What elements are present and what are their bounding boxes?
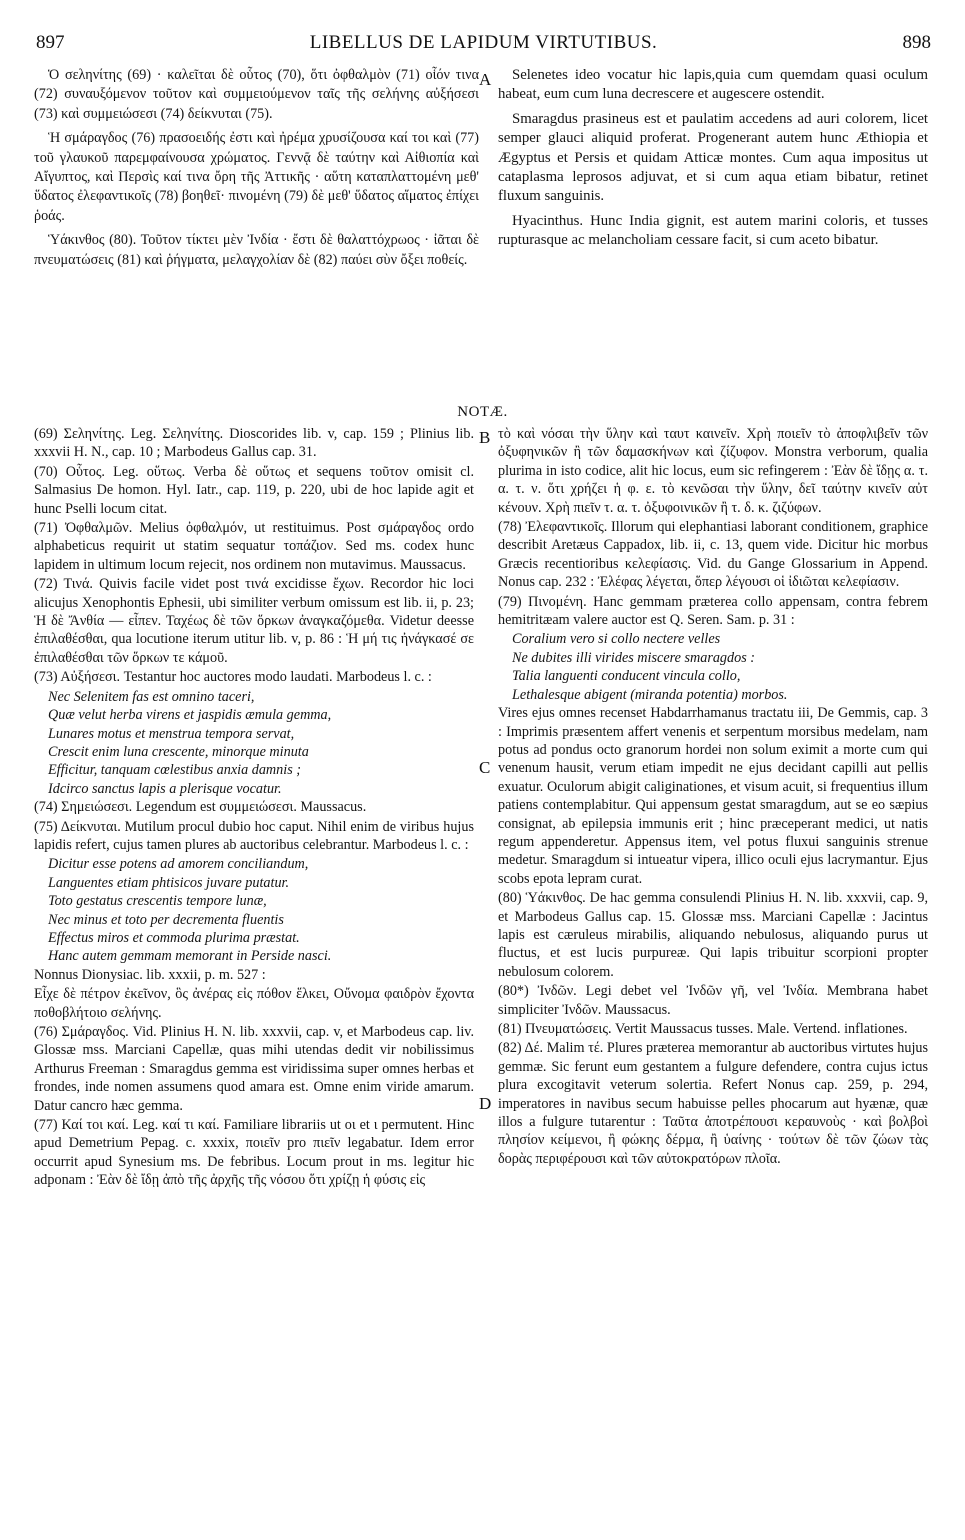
notes-right-column [498, 425, 928, 1169]
note-paragraph: (72) Τινά. Quivis facile videt post τινά excidisse ἔχων. Recordor hic loci alicujus Xenophontis Ephesii, ubi similiter verbum omissum est lib. ii, p. 23; Ἡ δὲ Ἄνθία — εἶπεν. Ταχέως δὲ τῶν ὅρκων ἀναγκαζόμεθα. Videtur deesse ἐπιλαθέσθαι, qua locutione iterum utitur lib. v, p. 86 : Ἡ μή τις ἠνάγκασέ σε ἐπιλαθέσθαι τῶν ὅρκων τε κάμοῦ. [34, 576, 474, 666]
note-paragraph: (80) Ὑάκινθος. De hac gemma consulendi Plinius H. N. lib. xxxvii, cap. 9, et Marbodeus Gallus cap. 15. Glossæ mss. Marciani Capellæ : Jacintus lapis est cæruleus mirabilis, aliquando nebulosus, aliquando purus ut fluctus, et est lucis purpureæ. Qui lapis tribuitur scorpioni propter nebulosum colorem. [498, 890, 928, 980]
note-paragraph: (81) Πνευματώσεις. Vertit Maussacus tusses. Male. Vertend. inflationes. [498, 1021, 908, 1037]
notes-heading: NOTÆ. [457, 404, 508, 420]
margin-marker-b: B [479, 428, 491, 447]
note-paragraph: (76) Σμάραγδος. Vid. Plinius H. N. lib. xxxvii, cap. v, et Marbodeus cap. liv. Glossæ mss. Marciani Capellæ, quas mihi utendas dedit vir nobilissimus Arthurus Freeman : Smaragdus gemma est viridissima super omnes herbas et frondes, inde nomen assumens quod amara est. Omne enim viride amarum. Datur cancro hæc gemma. [34, 1024, 474, 1114]
note-paragraph: (75) Δείκνυται. Mutilum procul dubio hoc caput. Nihil enim de viribus hujus lapidis refert, cujus tamen plures ab auctoribus celebrantur. Marbodeus l. c. : [34, 818, 474, 853]
note-paragraph: Vires ejus omnes recenset Habdarrhamanus tractatu iii, De Gemmis, cap. 3 : Imprimis præsentem affert venenis et serpentum morsibus medelam, nam potus ad pondus octo granorum hordei non solum eximit a morte cum qui venenum hausit, verum etiam impedit ne ejus decidant capilli aut pellis exuatur. Oculorum abigit caliginationes, et visum acuit, si frequentius illum patiens contemplabitur. Qui appensum gestat smaragdum, aut se eo sæpius consignat, ab epilepsia immunis erit ; hinc præceperant medici, ut natis regum appenderetur. Appensus item, vel potus fluxui sanguinis strenue medetur. Smaragdum si intueatur vipera, illico oculi ejus lacrymantur. Ejus scobs epota lepram curat. [498, 705, 928, 887]
page-number-left: 897 [36, 32, 65, 53]
greek-text-column [34, 66, 479, 275]
note-paragraph: (80*) Ἰνδῶν. Legi debet vel Ἰνδῶν γῆ, vel Ἰνδία. Membrana habet simpliciter Ἰνδῶν. Maussacus. [498, 983, 928, 1018]
note-paragraph: (69) Σεληνίτης. Leg. Σεληνίτης. Dioscorides lib. v, cap. 159 ; Plinius lib. xxxvii H. N., cap. 10 ; Marbodeus Gallus cap. 31. [34, 426, 474, 461]
page-number-right: 898 [902, 32, 931, 53]
note-paragraph: (77) Καί τοι καί. Leg. καί τι καί. Familiare librariis ut οι et ι permutent. Hinc apud Demetrium Pepag. c. xxxix, ποιεῖν pro πιεῖν legabatur. Idem error occurrit apud Synesium ms. De febribus. Locum prout in ms. legitur hic adponam : Ἐὰν δὲ ἴδῃ ἀπὸ τῆς ἀρχῆς τῆς νόσου ὅτι χρίζῃ ἡ φύσις εἰς [34, 1117, 474, 1189]
margin-marker-a: A [479, 70, 492, 89]
note-verse-line: Ne dubites illi virides miscere smaragdos : [512, 649, 756, 666]
note-verse-line: Crescit enim luna crescente, minorque minuta [48, 743, 309, 760]
note-verse-line: Effectus miros et commoda plurima præstat. [48, 929, 300, 946]
note-paragraph: (70) Οὗτος. Leg. οὕτως. Verba δὲ οὕτως et sequens τοῦτον omisit cl. Salmasius De homon. Hyl. Iatr., cap. 119, p. 220, ubi de hoc lapide agit et hunc Pselli locum citat. [34, 463, 474, 517]
note-verse-line: Nec Selenitem fas est omnino taceri, [48, 688, 255, 705]
note-paragraph: Nonnus Dionysiac. lib. xxxii, p. m. 527 : [34, 966, 266, 983]
note-paragraph: (79) Πινομένη. Hanc gemmam præterea collo appensam, contra febrem hemitritæam valere auctor est Q. Seren. Sam. p. 31 : [498, 593, 928, 629]
note-verse-line: Quæ velut herba virens et jaspidis æmula gemma, [48, 707, 332, 724]
note-verse-line: Hanc autem gemmam memorant in Perside nasci. [48, 948, 332, 965]
notes-left-column [34, 425, 474, 1191]
greek-paragraph: Ὁ σεληνίτης (69) · καλεῖται δὲ οὗτος (70), ὅτι ὀφθαλμὸν (71) οἷόν τινα (72) συναυξόμενον τοῦτον καὶ συμμειούμενον ταῖς τῆς σελήνης αὐξήσεσι (73) καὶ συμμειώσεσι (74) δείκνυται (75). [34, 67, 479, 122]
note-paragraph: (78) Ἐλεφαντικοῖς. Illorum qui elephantiasi laborant conditionem, graphice describit Aretæus Cappadox, lib. ii, c. 13, quem vide. Dicitur hic morbus Græcis recentioribus κελεφίασις. Vid. du Gange Glossarium in Append. Nonus cap. 232 : Ἐλέφας λέγεται, ὅπερ λέγουσι οἱ ἰδιῶται κελεφίασιν. [498, 519, 928, 591]
page-header [36, 32, 931, 56]
margin-marker-c: C [479, 758, 491, 777]
note-verse-line: Talia languenti conducent vincula collo, [512, 668, 741, 685]
greek-paragraph: Ἡ σμάραγδος (76) πρασοειδής ἐστι καὶ ἠρέμα χρυσίζουσα καί τοι καὶ (77) τοῦ γλαυκοῦ παρεμφαίνουσα χρώματος. Γεννᾷ δὲ ταύτην καὶ Αἰθιοπία καὶ Αἴγυπτος, καὶ Περσὶς καί τινα ὄρη τῆς Ἀττικῆς · αὕτη καταπλαττομένη μεθ' ὕδατος ἐλεφαντικοῖς (78) βοηθεῖ· πινομένη (79) δὲ μεθ' ὕδατος αἵματος ἐπίχει ῥοάς. [34, 130, 479, 224]
latin-text-column [498, 66, 928, 256]
note-verse-line: Nec minus et toto per decrementa fluentis [48, 911, 284, 928]
note-verse-line: Dicitur esse potens ad amorem conciliandum, [48, 856, 309, 873]
note-paragraph: (71) Ὀφθαλμῶν. Melius ὀφθαλμόν, ut restituimus. Post σμάραγδος ordo alphabeticus requirit ut statim sequatur τοπάζιον. Sed ms. codex hunc lapidem in ultimum locum rejecit, nos ordinem non mutavimus. Maussacus. [34, 520, 474, 573]
note-paragraph: τὸ καὶ νόσαι τὴν ὕλην καὶ ταυτ καινεῖν. Χρὴ ποιεῖν τὸ ἀποφλιβεῖν τῶν ὀξυφηνικῶν ἢ τῶν δαμασκήνων καὶ ζίζυφον. Monstra verborum, qualia plurima in isto codice, alit hic locus, eum sic refingerem : Ἐὰν δὲ ἴδῃς α. τ. α. τ. ν. ὅτι χρήζει ἡ φ. ε. τὸ κενῶσαι τὴν ὕλην, δεῖ ταύτην κινεῖν αὐτ κένουν. Χρὴ πιεῖν τ. α. τ. ὀξυφοινικῶν ἢ τ. δ. κ. ζιζύφων. [498, 426, 928, 516]
latin-paragraph: Hyacinthus. Hunc India gignit, est autem marini coloris, et tusses rupturasque ac melancholiam cessare facit, si cum aceto bibatur. [498, 212, 928, 249]
margin-marker-d: D [479, 1094, 492, 1113]
latin-paragraph: Smaragdus prasineus est et paulatim accedens ad auri colorem, licet semper glauci aliquid proferat. Progenerant autem hunc Æthiopia et Ægyptus et Persis et quidam Atticæ montes. Cum aqua impositus ut cataplasma leprosos adjuvat, et si cum aqua etiam bibatur, retinet fluxum sanguinis. [498, 110, 928, 205]
latin-paragraph: Selenetes ideo vocatur hic lapis,quia cum quemdam quasi oculum habeat, eum cum luna decrescere et augescere ostendit. [498, 67, 928, 103]
note-paragraph: (74) Σημειώσεσι. Legendum est συμμειώσεσι. Maussacus. [34, 799, 367, 816]
note-verse-line: Lunares motus et menstrua tempora servat, [48, 725, 295, 742]
greek-paragraph: Ὑάκινθος (80). Τοῦτον τίκτει μὲν Ἰνδία · ἔστι δὲ θαλαττόχρωος · ἰᾶται δὲ πνευματώσεις (81) καὶ ῥήγματα, μελαγχολίαν δὲ (82) παύει σὺν ὄξει ποθείς. [34, 232, 479, 268]
note-verse-line: Idcirco sanctus lapis a plerisque vocatur. [48, 780, 282, 797]
note-verse-line: Lethalesque abigent (miranda potentia) morbos. [512, 686, 788, 703]
note-verse-line: Languentes etiam phtisicos juvare putatur. [48, 874, 290, 891]
running-title: LIBELLUS DE LAPIDUM VIRTUTIBUS. [309, 32, 658, 53]
note-paragraph: (82) Δέ. Malim τέ. Plures præterea memorantur ab auctoribus virtutes hujus gemmæ. Sic ferunt eum gestantem a fulgure defendere, contra cujus ictus plura excogitavit veterum solertia. Refert Nonus cap. 259, p. 294, imperatores in navibus secum habuisse pelles phocarum aut hyænæ, quæ illos a fulgure tutarentur : Ταῦτα ἀποτρέπουσι κεραυνοὺς · καὶ βολβοὶ πλησίον κείμενοι, ἢ φώκης δέρμα, ἢ ὑαίνης · τούτων δὲ τῶν ζώων τὰς δορὰς περιφέρουσι καὶ τῶν αὐτοκρατόρων πλοῖα. [498, 1040, 928, 1167]
note-paragraph: Εἶχε δὲ πέτρον ἐκεῖνον, ὃς ἀνέρας εἰς πόθον ἕλκει, Οὔνομα φαιδρὸν ἔχοντα ποθοβλήτοιο σελήνης. [34, 986, 474, 1021]
note-paragraph: (73) Αὐξήσεσι. Testantur hoc auctores modo laudati. Marbodeus l. c. : [34, 669, 432, 686]
note-verse-line: Toto gestatus crescentis tempore lunæ, [48, 893, 267, 910]
note-verse-line: Coralium vero si collo nectere velles [512, 631, 721, 648]
note-verse-line: Efficitur, tanquam cœlestibus anxia damnis ; [48, 762, 301, 779]
